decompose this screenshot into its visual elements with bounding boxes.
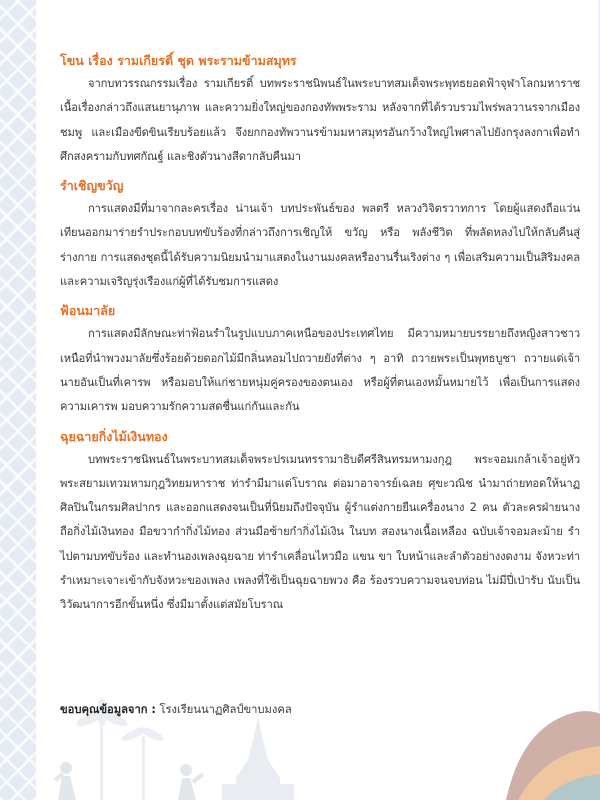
section-heading: ฟ้อนมาลัย [60,303,116,319]
section-heading: โขน เรื่อง รามเกียรติ์ ชุด พระรามข้ามสมุทร [60,53,297,68]
section-body: จากบทวรรณกรรมเรื่อง รามเกียรติ์ บทพระราชนิพนธ์ในพระบาทสมเด็จพระพุทธยอดฟ้าจุฬาโลกมหาราช เนื้อเรื่องกล่าวถึงแสนยานุภาพ และความยิ่งใหญ่ของกองทัพพระราม หลังจากที่ได้รวบรวมไพร่พลวานรจากเมืองชมพู และเมืองขีดขินเรียบร้อยแล้ว จึงยกกองทัพวานรข้ามมหาสมุทรอันกว้างใหญ่ไพศาลไปยังกรุงลงกาเพื่อทำศึกสงครามกับทศกัณฐ์ และชิงตัวนางสีดากลับคืนมา [60,77,580,163]
section-body: การแสดงมีลักษณะท่าฟ้อนรำในรูปแบบภาคเหนือของประเทศไทย มีความหมายบรรยายถึงหญิงสาวชาวเหนือที่นำพวงมาลัยซึ่งร้อยด้วยดอกไม้มีกลิ่นหอมไปถวายยังที่ต่าง ๆ อาทิ ถวายพระเป็นพุทธบูชา ถวายแด่เจ้านายอันเป็นที่เคารพ หรือมอบให้แก่ชายหนุ่มคู่ครองของตนเอง หรือผู้ที่ตนเองหมั้นหมายไว้ เพื่อเป็นการแสดงความเคารพ มอบความรักความสดชื่นแก่กันและกัน [60,327,580,414]
decorative-left-border [0,0,36,800]
credit-label: ขอบคุณข้อมูลจาก : [60,703,156,716]
credit-line [60,700,292,718]
credit-source: โรงเรียนนาฏศิลป์ขาบมงคล [159,703,292,716]
section-heading: ฉุยฉายกิ่งไม้เงินทอง [60,428,168,444]
temple-dancers-illustration [36,660,600,800]
section-heading: รำเชิญขวัญ [60,178,124,194]
section-body: การแสดงมีที่มาจากละครเรื่อง น่านเจ้า บทประพันธ์ของ พลตรี หลวงวิจิตรวาทการ โดยผู้แสดงถือแว่นเทียนออกมาร่ายรำประกอบบทขับร้องที่กล่าวถึงการเชิญให้ ขวัญ หรือ พลังชีวิต ที่พลัดหลงไปให้กลับคืนสู่ร่างกาย การแสดงชุดนี้ได้รับความนิยมนำมาแสดงในงานมงคลหรืองานรื่นเริงต่าง ๆ เพื่อเสริมความเป็นสิริมงคล และความเจริญรุ่งเรืองแก่ผู้ที่ได้รับชมการแสดง [60,202,580,289]
section-ram-choen-khwan [60,175,580,294]
article-content [60,50,580,624]
background-illustration [36,660,600,800]
section-chui-chai [60,426,580,618]
section-khon [60,50,580,169]
section-fon-malai [60,300,580,419]
section-body: บทพระราชนิพนธ์ในพระบาทสมเด็จพระปรเมนทรรามาธิบดีศรีสินทรมหามงกุฎ พระจอมเกล้าเจ้าอยู่หัว พระสยามเทวมหามกุฎวิทยมหาราช ท่ารำมีมาแต่โบราณ ต่อมาอาจารย์เฉลย ศุขะวณิช นำมาถ่ายทอดให้นาฏศิลปินในกรมศิลปากร และออกแสดงจนเป็นที่นิยมถึงปัจจุบัน ผู้รำแต่งกายยืนเครื่องนาง 2 คน ตัวละครฝ่ายนางถือกิ่งไม้เงินทอง มือขวากำกิ่งไม้ทอง ส่วนมือซ้ายกำกิ่งไม้เงิน ในบท สองนางเนื้อเหลือง ฉบับเจ้าจอมละม้าย รำไปตามบทขับร้อง และทำนองเพลงฉุยฉาย ท่ารำเคลื่อนไหวมือ แขน ขา ใบหน้าและลำตัวอย่างงดงาม จังหวะท่ารำเหมาะเจาะเข้ากับจังหวะของเพลง เพลงที่ใช้เป็นฉุยฉายพวง คือ ร้องรวบความจนจบท่อน ไม่มีปี่เป่ารับ นับเป็นวิวัฒนาการอีกขั้นหนึ่ง ซึ่งมีมาตั้งแต่สมัยโบราณ [60,452,580,612]
